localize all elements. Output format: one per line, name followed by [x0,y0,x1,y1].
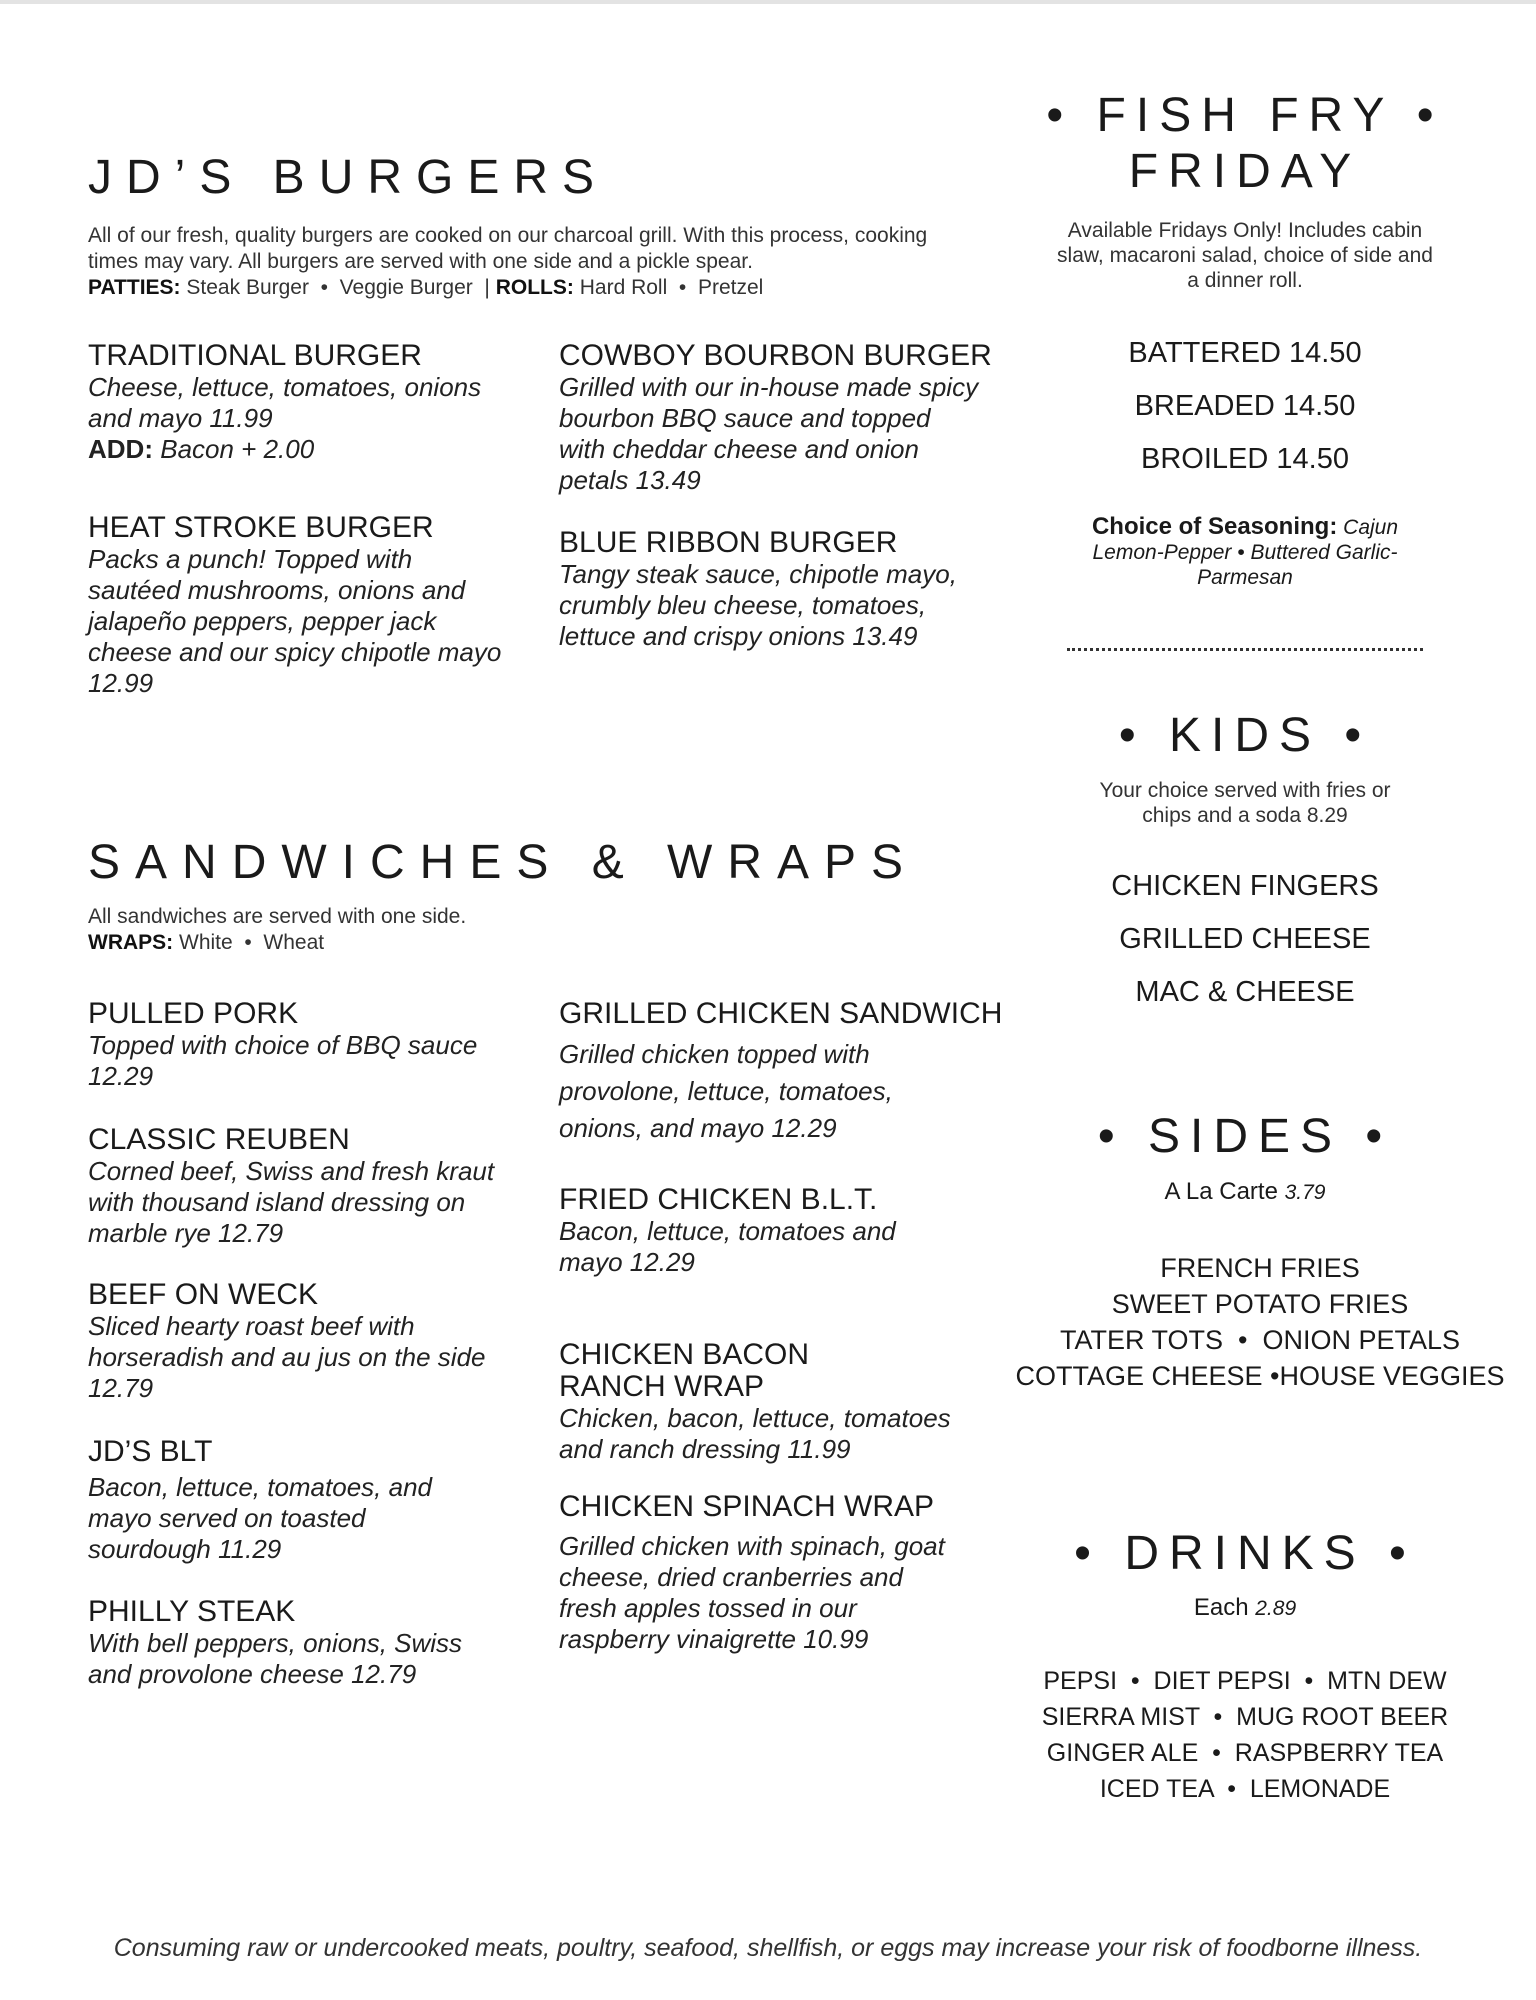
fish-fry-note: Available Fridays Only! Includes cabin slaw, macaroni salad, choice of side and a dinner roll. [1057,219,1433,292]
fish-fry-heading-line2: FRIDAY [1128,145,1362,198]
item-title: JD’S BLT [88,1435,213,1468]
drinks-heading: • DRINKS • [1074,1527,1416,1580]
menu-item [88,1124,528,1249]
kids-item: MAC & CHEESE [1135,976,1355,1008]
item-description: Grilled with our in-house made spicy bourbon BBQ sauce and topped with cheddar cheese and onion petals 13.49 [559,372,979,495]
seasoning-options: Lemon-Pepper • Buttered Garlic-Parmesan [1092,541,1398,589]
menu-item [88,340,508,465]
seasoning-first: Cajun [1343,516,1399,539]
item-title: CHICKEN BACON [559,1338,810,1371]
burgers-intro [88,223,948,301]
item-description: Grilled chicken with spinach, goat cheese, dried cranberries and fresh apples tossed in our raspberry vinaigrette 10.99 [559,1531,945,1654]
drinks-line: SIERRA MIST • MUG ROOT BEER [1041,1703,1449,1731]
item-description: Cheese, lettuce, tomatoes, onions and mayo 11.99 [88,372,482,433]
item-title: GRILLED CHICKEN SANDWICH [559,997,1003,1030]
item-title: BEEF ON WECK [88,1278,319,1311]
drinks-note [1040,1594,1450,1622]
fish-fry-heading: • FISH FRY • [1046,89,1444,142]
wraps-options: White • Wheat [179,931,325,954]
item-title: BLUE RIBBON BURGER [559,526,898,559]
item-title: PULLED PORK [88,997,299,1030]
item-title: FRIED CHICKEN B.L.T. [559,1183,878,1216]
rolls-options: Hard Roll • Pretzel [579,276,764,299]
menu-item [88,1436,488,1565]
kids-note: Your choice served with fries or chips and a soda 8.29 [1099,779,1391,827]
add-value: Bacon + 2.00 [160,434,315,464]
sides-heading: • SIDES • [1097,1110,1393,1163]
patties-label: PATTIES: [88,276,181,299]
menu-item [559,339,992,496]
wraps-label: WRAPS: [88,931,174,954]
sides-line: COTTAGE CHEESE •HOUSE VEGGIES [1015,1361,1505,1391]
menu-item [559,527,989,652]
kids-item: CHICKEN FINGERS [1111,870,1379,902]
fish-fry-option: BATTERED 14.50 [1128,337,1362,369]
item-addon [88,434,508,465]
drinks-line: GINGER ALE • RASPBERRY TEA [1046,1739,1444,1767]
burgers-intro-text: All of our fresh, quality burgers are cooked on our charcoal grill. With this process, cooking times may vary. All burgers are served with one side and a pickle spear. [88,224,928,273]
item-title: COWBOY BOURBON BURGER [559,339,992,372]
kids-items [1040,860,1450,1019]
item-description: Chicken, bacon, lettuce, tomatoes and ranch dressing 11.99 [559,1403,951,1464]
fish-fry-section [1000,88,1490,200]
menu-item [559,1339,999,1465]
item-title: HEAT STROKE BURGER [88,511,434,544]
patties-options: Steak Burger • Veggie Burger | [186,276,490,299]
sides-line: TATER TOTS • ONION PETALS [1059,1325,1461,1355]
seasoning-label: Choice of Seasoning: [1091,513,1338,540]
drinks-line: ICED TEA • LEMONADE [1099,1775,1391,1803]
item-title: TRADITIONAL BURGER [88,339,422,372]
menu-item [88,1279,508,1404]
item-title: PHILLY STEAK [88,1595,296,1628]
drinks-price: 2.89 [1255,1597,1297,1620]
burgers-options [88,275,948,301]
item-description: Bacon, lettuce, tomatoes and mayo 12.29 [559,1216,896,1277]
drinks-line: PEPSI • DIET PEPSI • MTN DEW [1043,1667,1447,1695]
sides-line: FRENCH FRIES [1160,1253,1360,1283]
menu-item [88,512,508,699]
item-title: CHICKEN SPINACH WRAP [559,1490,935,1523]
kids-heading: • KIDS • [1118,709,1372,762]
sides-price: 3.79 [1284,1181,1326,1204]
sides-line: SWEET POTATO FRIES [1111,1289,1409,1319]
kids-item: GRILLED CHEESE [1119,923,1371,955]
rolls-label: ROLLS: [495,276,574,299]
sandwiches-intro-text: All sandwiches are served with one side. [88,905,467,928]
item-title-line2: RANCH WRAP [559,1370,765,1403]
item-description: Topped with choice of BBQ sauce 12.29 [88,1030,478,1091]
item-description: Sliced hearty roast beef with horseradish and au jus on the side 12.79 [88,1311,486,1403]
wraps-options-line [88,930,788,956]
item-description: Bacon, lettuce, tomatoes, and mayo served on toasted sourdough 11.29 [88,1472,432,1564]
item-description: Grilled chicken topped with provolone, lettuce, tomatoes, onions, and mayo 12.29 [559,1039,893,1143]
sides-note-text: A La Carte [1164,1178,1278,1205]
drinks-list [1020,1663,1470,1807]
item-description: Packs a punch! Topped with sautéed mushrooms, onions and jalapeño peppers, pepper jack cheese and our spicy chipotle mayo 12.99 [88,544,502,698]
seasoning-block [1060,514,1430,590]
fish-fry-option: BROILED 14.50 [1141,443,1349,475]
section-divider [1067,648,1423,651]
menu-item [559,1491,959,1655]
sandwiches-heading: SANDWICHES & WRAPS [88,836,919,889]
top-border [0,0,1536,4]
disclaimer: Consuming raw or undercooked meats, poultry, seafood, shellfish, or eggs may increase your risk of foodborne illness. [113,1934,1423,1962]
menu-item [559,1184,959,1278]
fish-fry-options [1040,327,1450,486]
sides-list [990,1250,1530,1394]
menu-item [88,1596,508,1690]
sides-note [1040,1178,1450,1206]
item-title: CLASSIC REUBEN [88,1123,350,1156]
menu-item [559,997,1003,1147]
sandwiches-intro [88,904,788,956]
fish-fry-option: BREADED 14.50 [1134,390,1356,422]
add-label: ADD: [88,434,153,464]
item-description: With bell peppers, onions, Swiss and provolone cheese 12.79 [88,1628,463,1689]
drinks-note-text: Each [1193,1594,1249,1621]
item-description: Corned beef, Swiss and fresh kraut with thousand island dressing on marble rye 12.79 [88,1156,495,1248]
burgers-heading: JD’S BURGERS [88,151,609,204]
menu-item [88,998,508,1092]
item-description: Tangy steak sauce, chipotle mayo, crumbly bleu cheese, tomatoes, lettuce and crispy onions 13.49 [559,559,957,651]
